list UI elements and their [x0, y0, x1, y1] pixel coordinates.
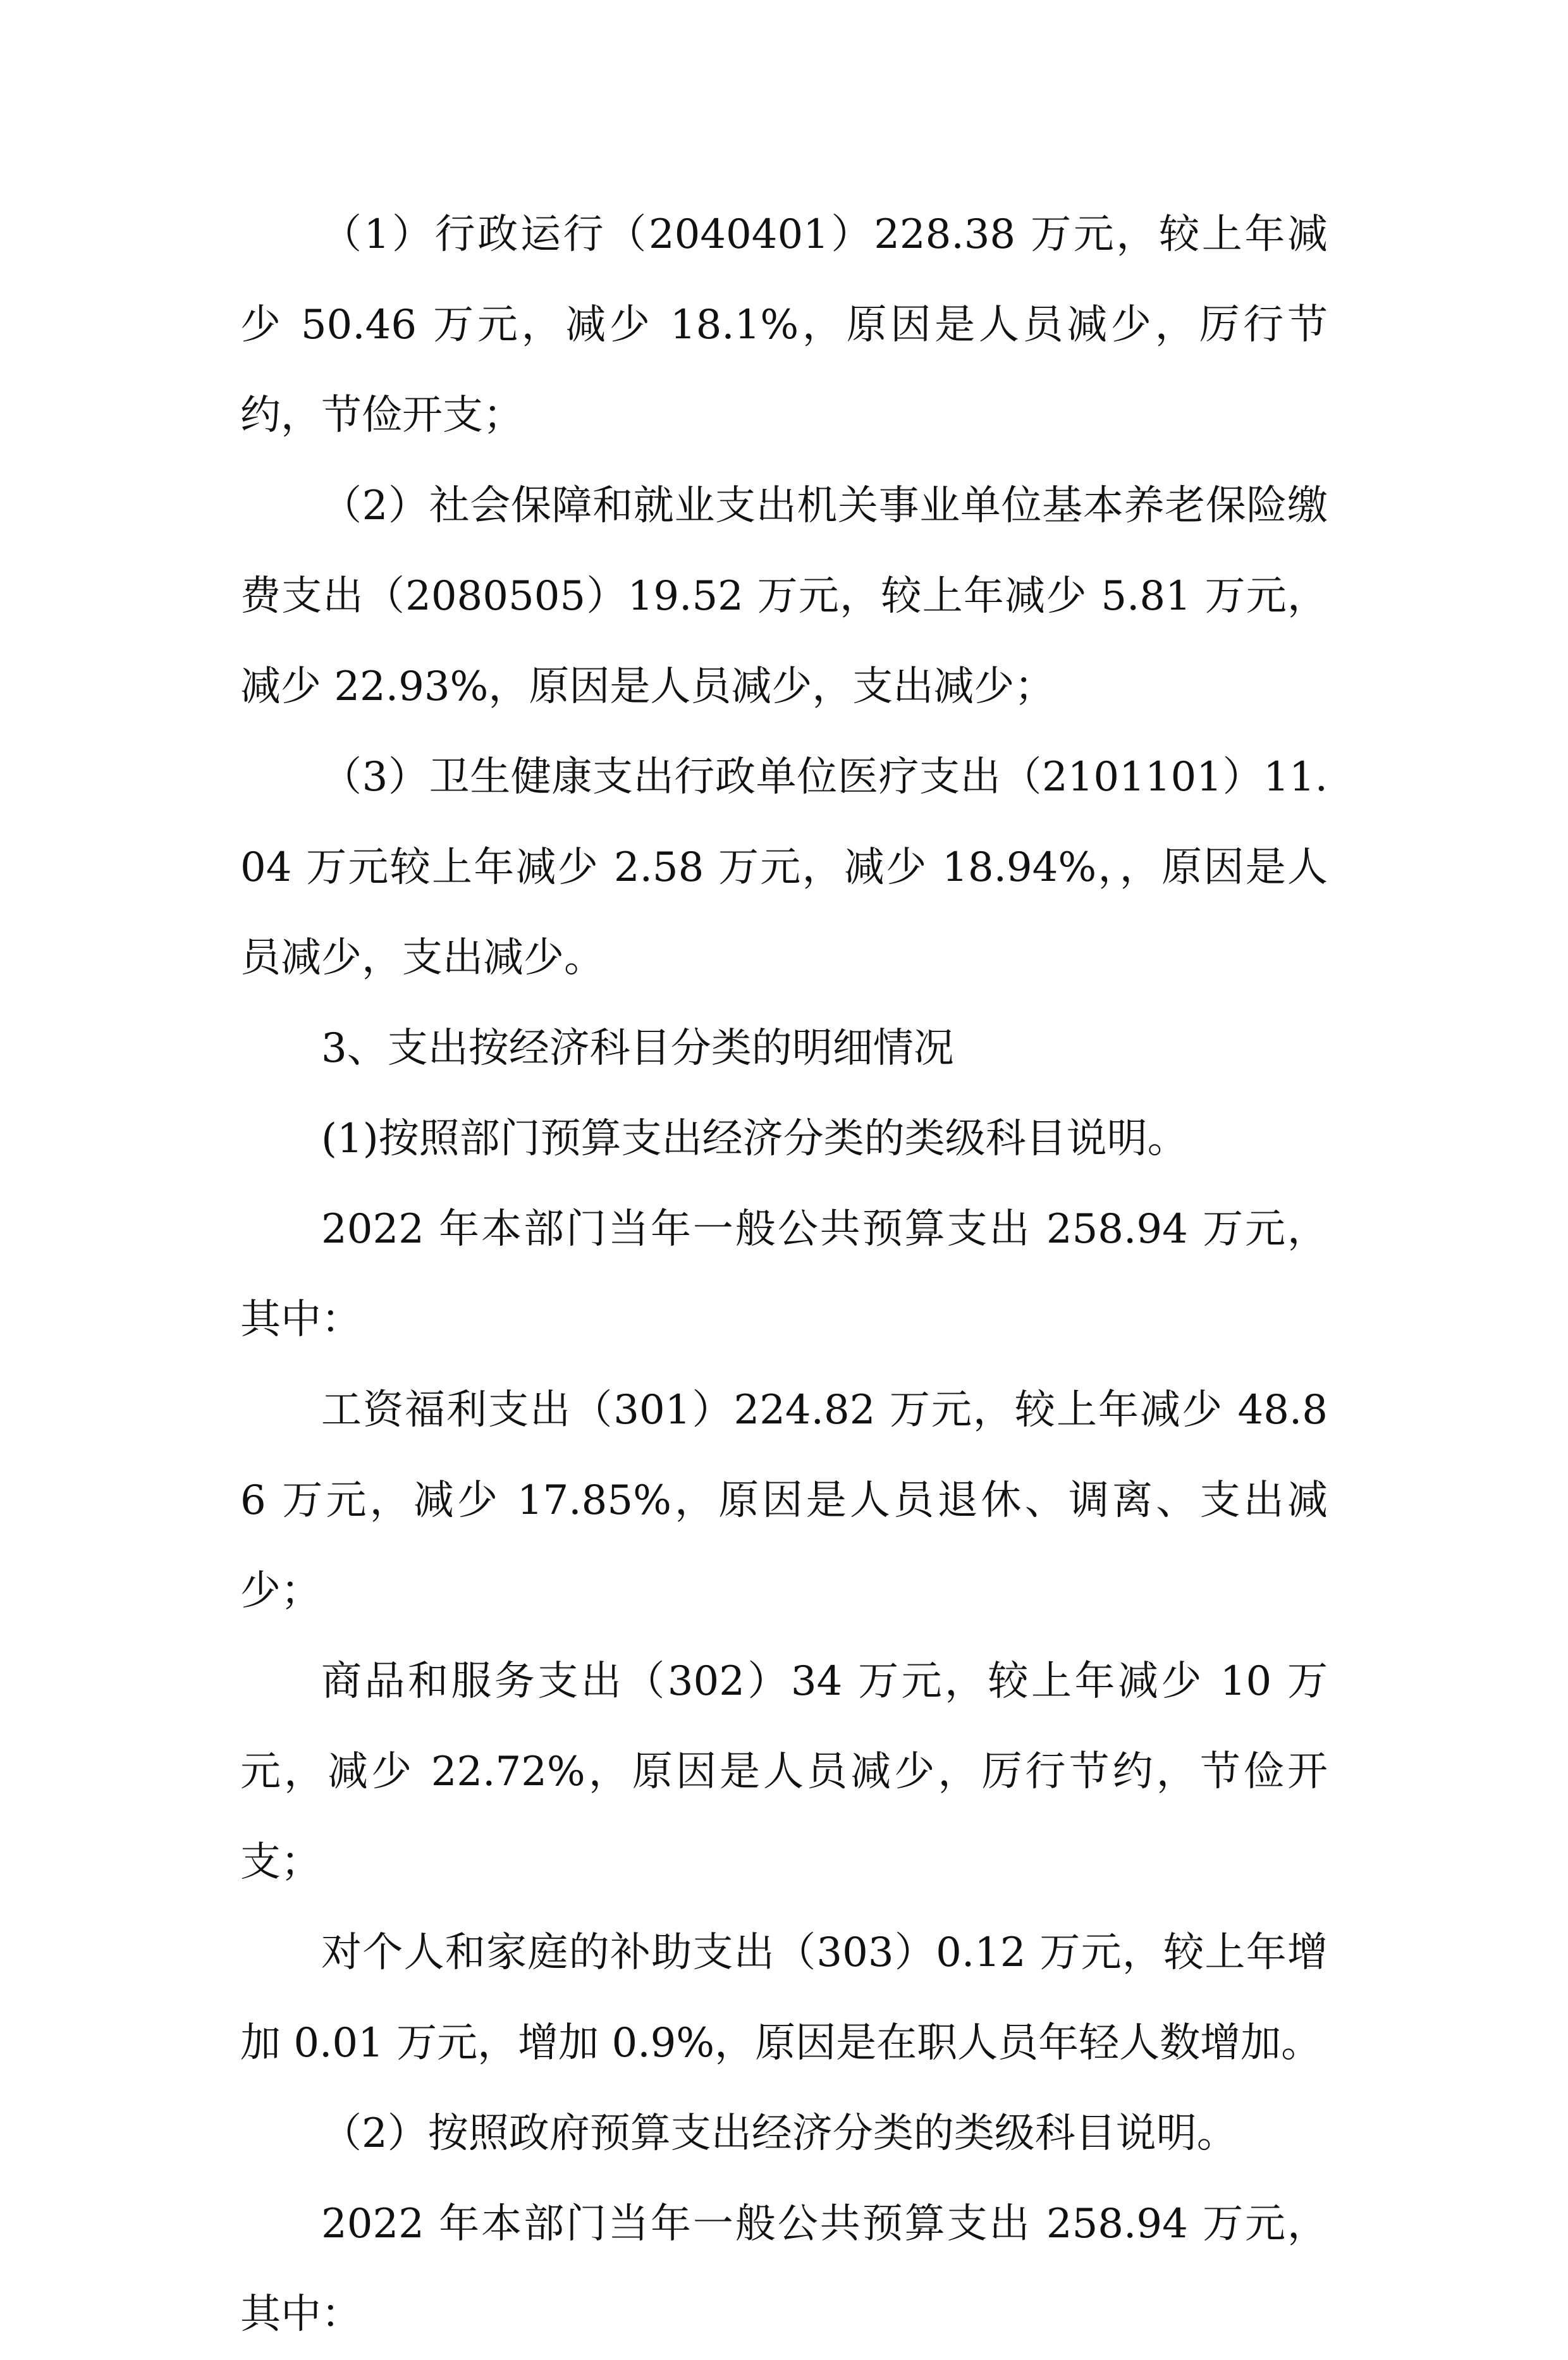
subsection-heading-government-budget: （2）按照政府预算支出经济分类的类级科目说明。	[321, 2110, 1237, 2157]
subsection-heading-department-budget: (1)按照部门预算支出经济分类的类级科目说明。	[321, 1115, 1188, 1162]
paragraph-household-subsidy: 对个人和家庭的补助支出（303）0.12 万元，较上年增加 0.01 万元，增加 0.9%，原因是在职人员年轻人数增加。	[240, 1929, 1328, 2067]
paragraph-pension-insurance: （2）社会保障和就业支出机关事业单位基本养老保险缴费支出（2080505）19.52 万元，较上年减少 5.81 万元，减少 22.93%，原因是人员减少，支出减少；	[240, 482, 1328, 710]
paragraph-goods-services: 商品和服务支出（302）34 万元，较上年减少 10 万元，减少 22.72%，原因是人员减少，厉行节约，节俭开支；	[240, 1658, 1328, 1886]
paragraph-total-expense-1: 2022 年本部门当年一般公共预算支出 258.94 万元，其中：	[240, 1206, 1328, 1343]
paragraph-total-expense-2: 2022 年本部门当年一般公共预算支出 258.94 万元，其中：	[240, 2201, 1328, 2338]
paragraph-wage-welfare: 工资福利支出（301）224.82 万元，较上年减少 48.86 万元，减少 17.85%，原因是人员退休、调离、支出减少；	[240, 1387, 1328, 1614]
document-body	[240, 190, 1328, 2360]
section-heading-economic-classification: 3、支出按经济科目分类的明细情况	[321, 1025, 954, 1072]
paragraph-medical-expense: （3）卫生健康支出行政单位医疗支出（2101101）11.04 万元较上年减少 2.58 万元，减少 18.94%，，原因是人员减少，支出减少。	[240, 754, 1328, 981]
paragraph-admin-operation: （1）行政运行（2040401）228.38 万元，较上年减少 50.46 万元，减少 18.1%，原因是人员减少，厉行节约，节俭开支；	[240, 211, 1328, 439]
